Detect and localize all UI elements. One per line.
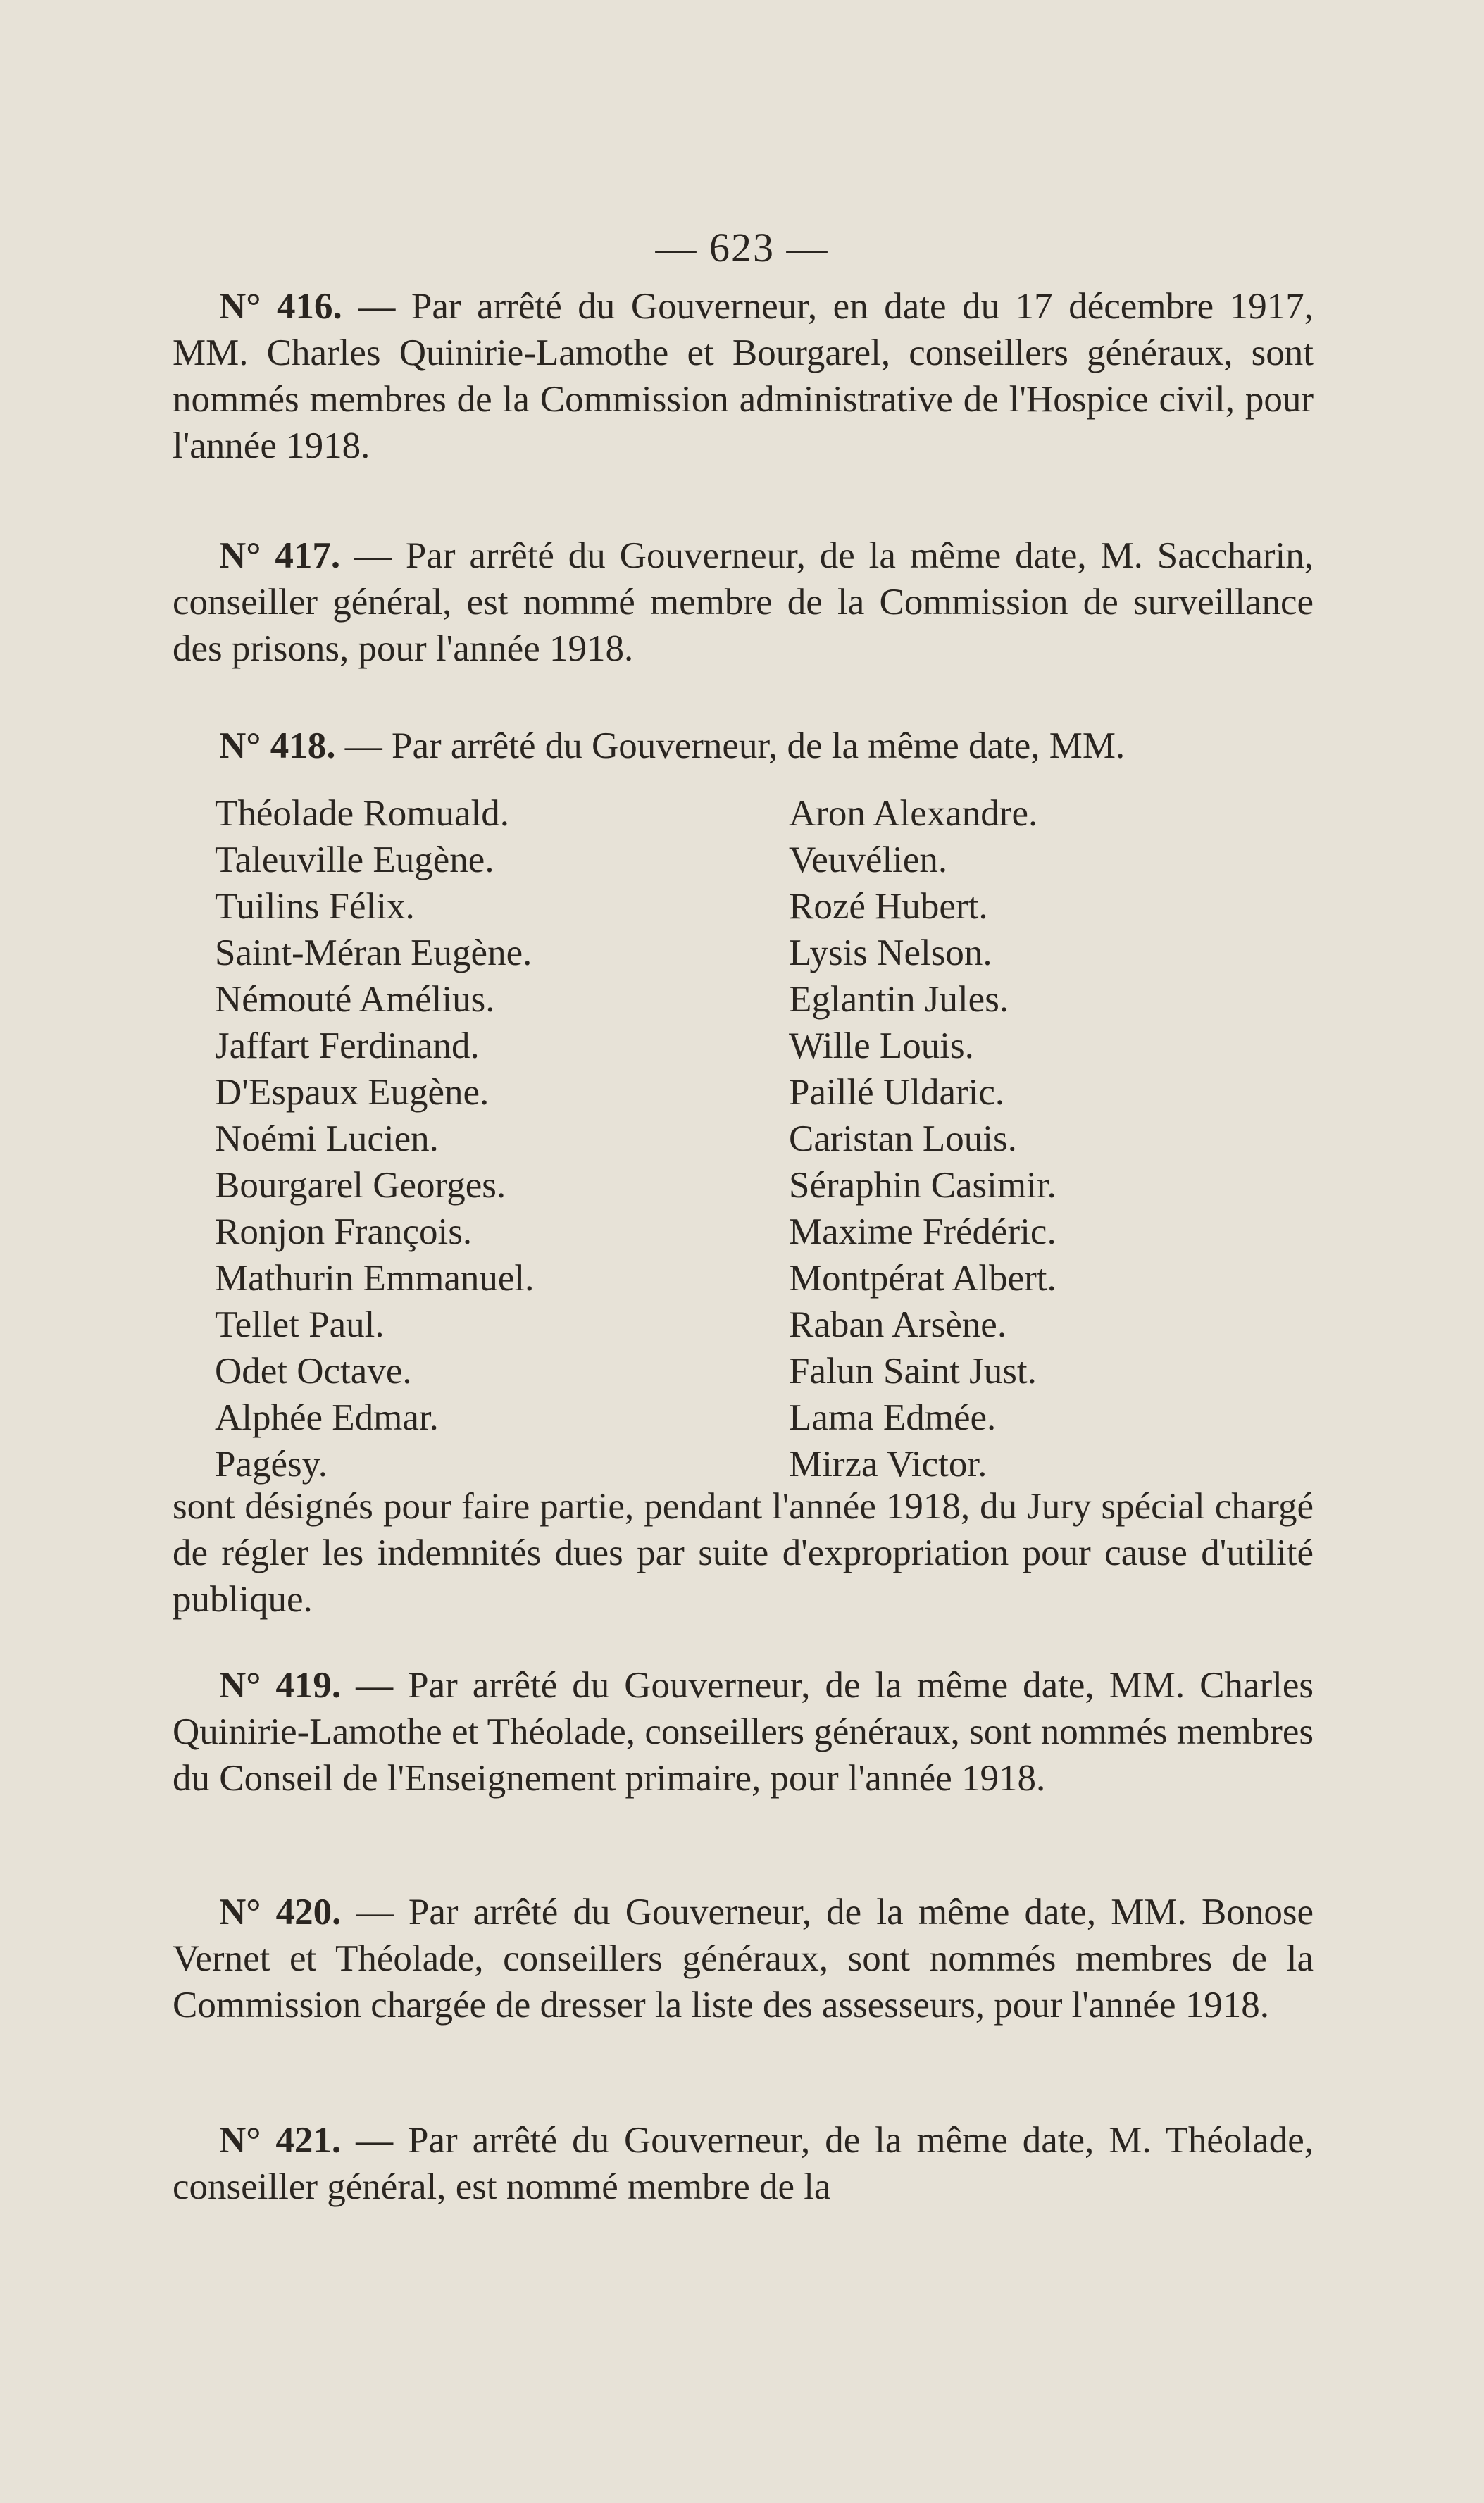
list-item: Jaffart Ferdinand.	[215, 1025, 480, 1066]
paragraph-421	[173, 2117, 1314, 2210]
list-item: Ronjon François.	[215, 1211, 473, 1252]
list-item: Bourgarel Georges.	[215, 1165, 506, 1206]
list-item: Séraphin Casimir.	[789, 1165, 1056, 1206]
list-item: Montpérat Albert.	[789, 1258, 1056, 1299]
list-item: Théolade Romuald.	[215, 793, 509, 834]
list-item: Eglantin Jules.	[789, 979, 1009, 1020]
paragraph-text: — Par arrêté du Gouverneur, de la même date, MM.	[335, 725, 1126, 766]
list-item: Rozé Hubert.	[789, 886, 988, 927]
list-item: Falun Saint Just.	[789, 1351, 1037, 1392]
list-item: Lysis Nelson.	[789, 932, 992, 973]
paragraph-419	[173, 1662, 1314, 1802]
list-item: Raban Arsène.	[789, 1304, 1007, 1345]
paragraph-number: N° 420.	[219, 1892, 342, 1933]
list-item: D'Espaux Eugène.	[215, 1072, 490, 1113]
paragraph-420	[173, 1889, 1314, 2028]
paragraph-number: N° 419.	[219, 1665, 342, 1706]
list-item: Odet Octave.	[215, 1351, 412, 1392]
paragraph-text: — Par arrêté du Gouverneur, de la même date, MM. Bonose Vernet et Théolade, conseillers généraux, sont nommés membres de la Commission chargée de dresser la liste des assesseurs, pour l'année 1918.	[173, 1892, 1314, 2026]
list-item: Pagésy.	[215, 1444, 328, 1485]
names-column-right	[789, 790, 1324, 1487]
list-item: Maxime Frédéric.	[789, 1211, 1056, 1252]
paragraph-text: sont désignés pour faire partie, pendant l'année 1918, du Jury spécial chargé de régler les indemnités dues par suite d'expropriation pour cause d'utilité publique.	[173, 1486, 1314, 1620]
list-item: Noémi Lucien.	[215, 1118, 439, 1159]
list-item: Mirza Victor.	[789, 1444, 987, 1485]
paragraph-416	[173, 283, 1314, 469]
paragraph-number: N° 421.	[219, 2120, 342, 2161]
paragraph-418-tail	[173, 1483, 1314, 1623]
paragraph-number: N° 416.	[219, 286, 342, 327]
list-item: Tellet Paul.	[215, 1304, 385, 1345]
list-item: Aron Alexandre.	[789, 793, 1038, 834]
list-item: Taleuville Eugène.	[215, 839, 494, 880]
paragraph-number: N° 418.	[219, 725, 336, 766]
page-number: — 623 —	[655, 225, 829, 270]
paragraph-text: — Par arrêté du Gouverneur, de la même date, M. Théolade, conseiller général, est nommé membre de la	[173, 2120, 1314, 2207]
paragraph-text: — Par arrêté du Gouverneur, de la même date, M. Saccharin, conseiller général, est nommé membre de la Commission de surveillance des prisons, pour l'année 1918.	[173, 535, 1314, 669]
list-item: Lama Edmée.	[789, 1397, 997, 1438]
names-column-left	[215, 790, 778, 1487]
list-item: Alphée Edmar.	[215, 1397, 439, 1438]
paragraph-text: — Par arrêté du Gouverneur, en date du 17 décembre 1917, MM. Charles Quinirie-Lamothe et Bourgarel, conseillers généraux, sont nommés membres de la Commission administrative de l'Hospice civil, pour l'année 1918.	[173, 286, 1314, 466]
paragraph-418	[173, 723, 1314, 769]
list-item: Tuilins Félix.	[215, 886, 415, 927]
list-item: Paillé Uldaric.	[789, 1072, 1005, 1113]
list-item: Mathurin Emmanuel.	[215, 1258, 535, 1299]
paragraph-number: N° 417.	[219, 535, 341, 576]
list-item: Wille Louis.	[789, 1025, 974, 1066]
paragraph-417	[173, 532, 1314, 672]
list-item: Caristan Louis.	[789, 1118, 1017, 1159]
list-item: Veuvélien.	[789, 839, 948, 880]
list-item: Némouté Amélius.	[215, 979, 495, 1020]
paragraph-text: — Par arrêté du Gouverneur, de la même date, MM. Charles Quinirie-Lamothe et Théolade, conseillers généraux, sont nommés membres du Conseil de l'Enseignement primaire, pour l'année 1918.	[173, 1665, 1314, 1799]
list-item: Saint-Méran Eugène.	[215, 932, 532, 973]
